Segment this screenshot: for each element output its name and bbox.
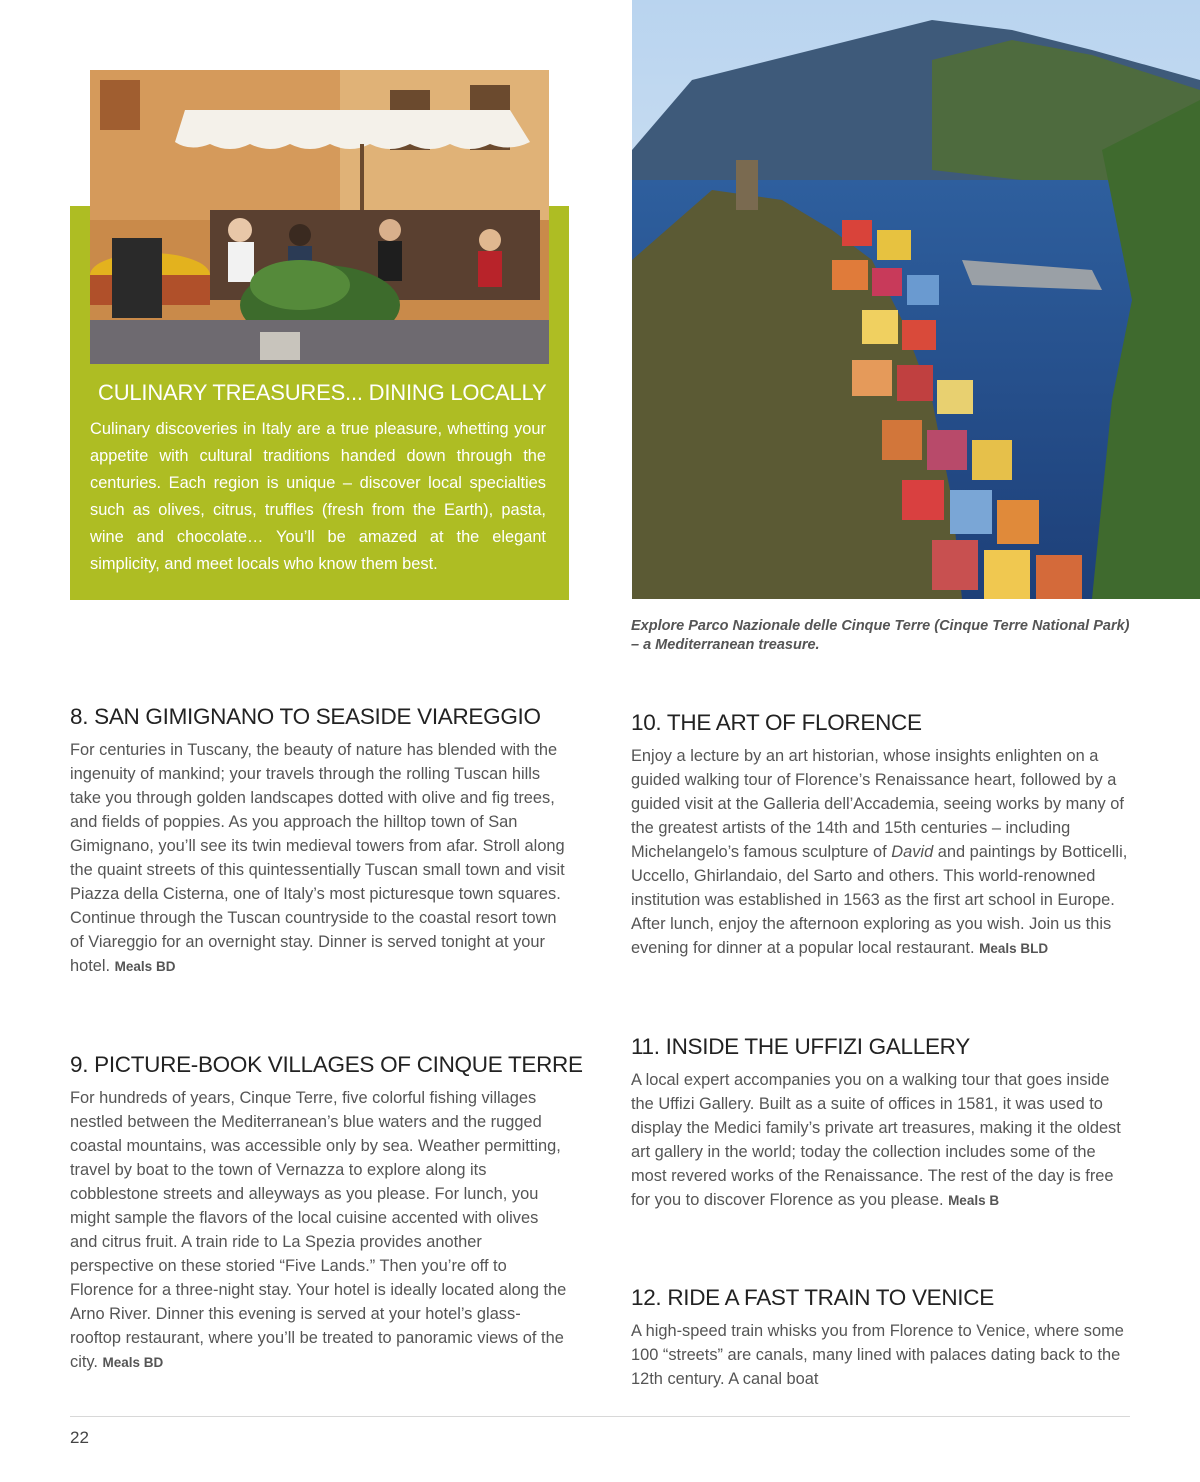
section-day-9 [70, 1052, 583, 1375]
section-day-8 [70, 704, 570, 979]
callout-text: Culinary discoveries in Italy are a true pleasure, whetting your appetite with cultural traditions handed down through the centuries. Each region is unique – discover local specialties such as olives, citrus, truffles (fresh from the Earth), pasta, wine and chocolate… You’ll be amazed at the elegant simplicity, and meet locals who know them best. [90, 420, 546, 573]
section-title: 12. RIDE A FAST TRAIN TO VENICE [631, 1285, 994, 1310]
callout-title: CULINARY TREASURES... DINING LOCALLY [98, 380, 547, 405]
section-body-text: A high-speed train whisks you from Florence to Venice, where some 100 “streets” are canals, many lined with palaces dating back to the 12th century. A canal boat [631, 1322, 1124, 1388]
section-body-text: Enjoy a lecture by an art historian, whose insights enlighten on a guided walking tour of Florence’s Renaissance heart, followed by a guided visit at the Galleria dell’Accademia, seeing works by many of the greatest artists of the 14th and 15th centuries – including Michelangelo’s famous sculpture of [631, 747, 1124, 861]
section-day-11 [631, 1034, 1131, 1213]
section-body [70, 1086, 570, 1375]
cinque-terre-photo [632, 0, 1200, 599]
section-body-text: For centuries in Tuscany, the beauty of nature has blended with the ingenuity of mankind; your travels through the rolling Tuscan hills take you through golden landscapes dotted with olive and fig trees, and fields of poppies. As you approach the hilltop town of San Gimignano, you’ll see its twin medieval towers from afar. Stroll along the quaint streets of this quintessentially Tuscan small town and visit Piazza della Cisterna, one of Italy’s most picturesque town squares. Continue through the Tuscan countryside to the coastal resort town of Viareggio for an overnight stay. Dinner is served tonight at your hotel. [70, 741, 565, 975]
photo-caption: Explore Parco Nazionale delle Cinque Terre (Cinque Terre National Park) – a Mediterranean treasure. [631, 618, 1130, 653]
section-body [631, 1319, 1131, 1391]
section-title: 10. THE ART OF FLORENCE [631, 710, 922, 735]
section-day-10 [631, 710, 1131, 961]
meals-label: Meals BD [102, 1355, 164, 1370]
section-body-text: A local expert accompanies you on a walking tour that goes inside the Uffizi Gallery. Built as a suite of offices in 1581, it was used to display the Medici family’s private art treasures, making it the oldest art gallery in the world; today the collection includes some of the most revered works of the Renaissance. The rest of the day is free for you to discover Florence as you please. [631, 1071, 1121, 1209]
section-title: 8. SAN GIMIGNANO TO SEASIDE VIAREGGIO [70, 704, 541, 729]
section-body [631, 744, 1131, 961]
outdoor-cafe-photo [90, 70, 549, 364]
page-number: 22 [70, 1428, 89, 1447]
section-body-text: For hundreds of years, Cinque Terre, five colorful fishing villages nestled between the Mediterranean’s blue waters and the rugged coastal mountains, was accessible only by sea. Weather permitting, travel by boat to the town of Vernazza to explore along its cobblestone streets and alleyways as you please. For lunch, you might sample the flavors of the local cuisine accented with olives and citrus fruit. A train ride to La Spezia provides another perspective on these storied “Five Lands.” Then you’re off to Florence for a three-night stay. Your hotel is ideally located along the Arno River. Dinner this evening is served at your hotel’s glass-rooftop restaurant, where you’ll be treated to panoramic views of the city. [70, 1089, 567, 1371]
section-body [70, 738, 570, 979]
meals-label: Meals BD [114, 959, 176, 974]
artwork-title: David [891, 843, 934, 861]
meals-label: Meals BLD [979, 941, 1049, 956]
section-title: 11. INSIDE THE UFFIZI GALLERY [631, 1034, 970, 1059]
section-body [631, 1068, 1131, 1213]
meals-label: Meals B [948, 1193, 1000, 1208]
section-body-text: and paintings by Botticelli, Uccello, Ghirlandaio, del Sarto and others. This world-renowned institution was established in 1563 as the first art school in Europe. After lunch, enjoy the afternoon exploring as you wish. Join us this evening for dinner at a popular local restaurant. [631, 843, 1128, 957]
section-title: 9. PICTURE-BOOK VILLAGES OF CINQUE TERRE [70, 1052, 583, 1077]
footer-divider [70, 1416, 1130, 1417]
section-day-12 [631, 1285, 1131, 1391]
